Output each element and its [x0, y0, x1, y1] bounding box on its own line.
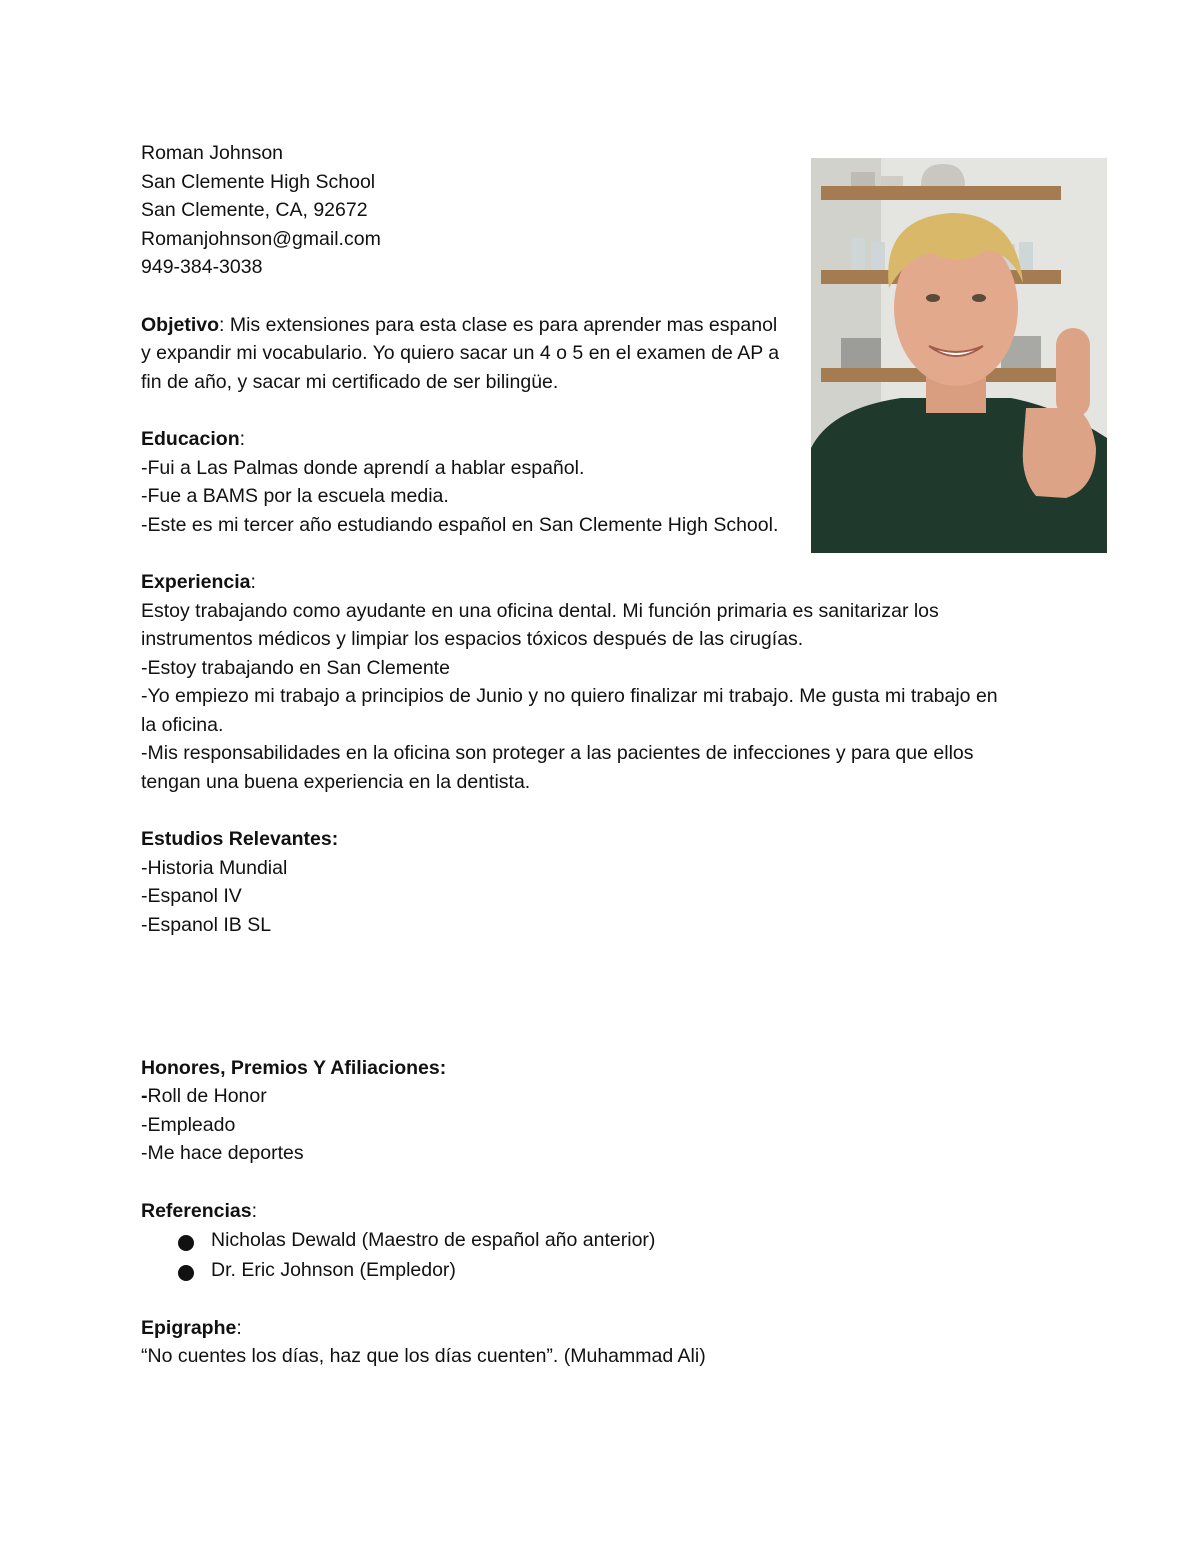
educacion-heading: Educacion:: [141, 427, 246, 450]
experiencia-item: Estoy trabajando como ayudante en una oficina dental. Mi función primaria es sanitarizar los instrumentos médicos y limpiar los espacios tóxicos después de las cirugías.: [141, 599, 939, 651]
profile-photo: [811, 158, 1107, 553]
bullet-icon: [178, 1265, 194, 1281]
experiencia-heading: Experiencia:: [141, 570, 256, 593]
honores-item: -Empleado: [141, 1113, 236, 1136]
honores-item: -Me hace deportes: [141, 1142, 304, 1165]
school: San Clemente High School: [141, 170, 376, 193]
name: Roman Johnson: [141, 142, 284, 164]
list-item: Dr. Eric Johnson (Empledor): [141, 1255, 1041, 1285]
email: Romanjohnson@gmail.com: [141, 227, 381, 250]
referencias-heading: Referencias:: [141, 1199, 257, 1222]
honores-heading: Honores, Premios Y Afiliaciones:: [141, 1056, 447, 1079]
profile-photo-illustration: [811, 158, 1107, 553]
epigraphe-heading: Epigraphe:: [141, 1316, 242, 1339]
experiencia-item: -Yo empiezo mi trabajo a principios de Junio y no quiero finalizar mi trabajo. Me gusta mi trabajo en la oficina.: [141, 685, 998, 736]
city: San Clemente, CA, 92672: [141, 199, 368, 222]
referencias-label: Referencias: [141, 1199, 252, 1222]
estudios-item: -Espanol IB SL: [141, 914, 272, 937]
educacion-label: Educacion: [141, 427, 240, 450]
educacion-item: -Fui a Las Palmas donde aprendí a hablar español.: [141, 456, 585, 479]
objetivo-text: : Mis extensiones para esta clase es para aprender mas espanol y expandir mi vocabulario. Yo quiero sacar un 4 o 5 en el examen de AP a fin de año, y sacar mi certificado de ser bilingüe.: [141, 313, 780, 393]
experiencia-label: Experiencia: [141, 570, 251, 593]
objetivo-paragraph: [141, 311, 781, 397]
honores-item: -Roll de Honor: [141, 1085, 267, 1108]
phone: 949-384-3038: [141, 256, 263, 279]
bullet-icon: [178, 1235, 194, 1251]
estudios-item: -Espanol IV: [141, 885, 242, 908]
educacion-item: -Fue a BAMS por la escuela media.: [141, 485, 449, 508]
objetivo-label: Objetivo: [141, 313, 220, 336]
epigraphe-label: Epigraphe: [141, 1316, 237, 1339]
experiencia-item: -Mis responsabilidades en la oficina son proteger a las pacientes de infecciones y para que ellos tengan una buena experiencia en la dentista.: [141, 742, 974, 794]
epigraphe-quote: “No cuentes los días, haz que los días cuenten”. (Muhammad Ali): [141, 1345, 706, 1368]
experiencia-item: -Estoy trabajando en San Clemente: [141, 656, 450, 679]
educacion-item: -Este es mi tercer año estudiando español en San Clemente High School.: [141, 513, 779, 536]
estudios-heading: Estudios Relevantes:: [141, 828, 339, 851]
estudios-item: -Historia Mundial: [141, 856, 288, 879]
list-item: Nicholas Dewald (Maestro de español año anterior): [141, 1225, 1041, 1255]
referencias-list: [141, 1225, 1041, 1285]
